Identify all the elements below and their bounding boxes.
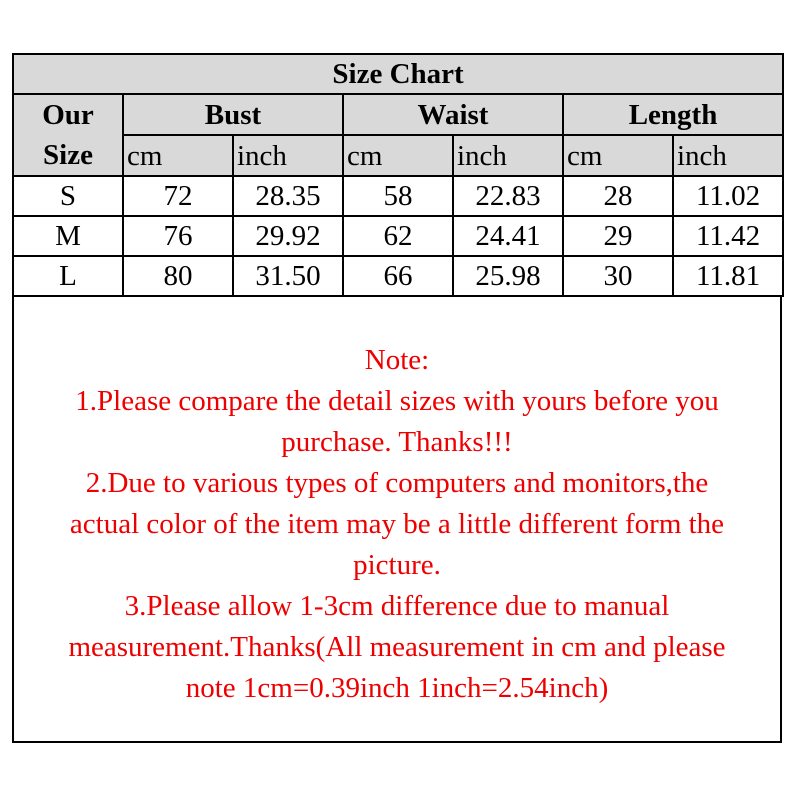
value-cell: 72 xyxy=(123,176,233,216)
table-row xyxy=(13,176,783,216)
table-row xyxy=(13,216,783,256)
value-cell: 62 xyxy=(343,216,453,256)
note-line: actual color of the item may be a little different form the xyxy=(69,508,725,540)
size-cell: M xyxy=(13,216,123,256)
table-title: Size Chart xyxy=(13,54,783,94)
note-line: note 1cm=0.39inch 1inch=2.54inch) xyxy=(185,672,609,704)
value-cell: 25.98 xyxy=(453,256,563,296)
value-cell: 66 xyxy=(343,256,453,296)
value-cell: 22.83 xyxy=(453,176,563,216)
value-cell: 11.42 xyxy=(673,216,783,256)
note-line: purchase. Thanks!!! xyxy=(281,426,513,458)
unit-header: cm xyxy=(563,135,673,176)
unit-header-row xyxy=(13,135,783,176)
table-row xyxy=(13,256,783,296)
value-cell: 28.35 xyxy=(233,176,343,216)
unit-header: cm xyxy=(123,135,233,176)
note-line: picture. xyxy=(353,549,441,581)
note-line: 3.Please allow 1-3cm difference due to manual xyxy=(124,590,670,622)
unit-header: cm xyxy=(343,135,453,176)
note-line: measurement.Thanks(All measurement in cm and please xyxy=(68,631,726,663)
size-cell: S xyxy=(13,176,123,216)
length-header: Length xyxy=(563,94,783,135)
value-cell: 28 xyxy=(563,176,673,216)
group-header-row xyxy=(13,94,783,135)
unit-header: inch xyxy=(453,135,563,176)
value-cell: 11.81 xyxy=(673,256,783,296)
value-cell: 58 xyxy=(343,176,453,216)
our-size-label-line1: Our xyxy=(42,99,94,131)
value-cell: 29.92 xyxy=(233,216,343,256)
unit-header: inch xyxy=(233,135,343,176)
notes-block xyxy=(14,340,780,709)
value-cell: 24.41 xyxy=(453,216,563,256)
note-line: 2.Due to various types of computers and monitors,the xyxy=(85,467,709,499)
note-line: 1.Please compare the detail sizes with yours before you xyxy=(75,385,719,417)
note-heading: Note: xyxy=(364,344,430,376)
size-chart-table xyxy=(12,53,784,297)
waist-header: Waist xyxy=(343,94,563,135)
our-size-header xyxy=(13,94,123,176)
our-size-label-line2: Size xyxy=(43,139,93,171)
value-cell: 31.50 xyxy=(233,256,343,296)
value-cell: 80 xyxy=(123,256,233,296)
value-cell: 76 xyxy=(123,216,233,256)
size-cell: L xyxy=(13,256,123,296)
value-cell: 30 xyxy=(563,256,673,296)
title-row xyxy=(13,54,783,94)
unit-header: inch xyxy=(673,135,783,176)
value-cell: 11.02 xyxy=(673,176,783,216)
value-cell: 29 xyxy=(563,216,673,256)
bust-header: Bust xyxy=(123,94,343,135)
